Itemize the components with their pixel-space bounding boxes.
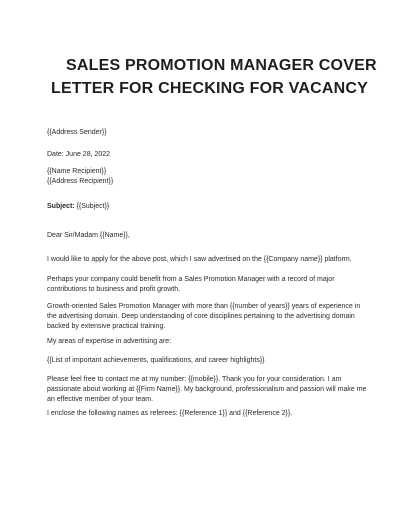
subject-label: Subject: — [47, 203, 75, 210]
paragraph-7: I enclose the following names as referees: {{Reference 1}} and {{Reference 2}}. — [47, 410, 293, 417]
sender-address: {{Address Sender}} — [47, 129, 107, 136]
subject-line — [47, 202, 357, 212]
paragraph-4: My areas of expertise in advertising are: — [47, 338, 172, 345]
paragraph-6: Please feel free to contact me at my number: {{mobile}}. Thank you for your consideration. I am passionate about working at {{Firm Name}}. My background, professionalism and passion will make me an effective member of your team. — [47, 376, 367, 403]
paragraph-2: Perhaps your company could benefit from a Sales Promotion Manager with a record of major contributions to business and profit growth. — [47, 276, 335, 293]
paragraph-3: Growth-oriented Sales Promotion Manager with more than {{number of years}} years of experience in the advertising domain. Deep understanding of core disciplines pertaining to the advertising domain backed by extensive practical training. — [47, 303, 361, 330]
recipient-address: {{Address Recipient}} — [47, 178, 114, 185]
title-line-1: SALES PROMOTION MANAGER COVER — [66, 57, 377, 74]
subject-value: {{Subject}} — [74, 203, 110, 210]
paragraph-1: I would like to apply for the above post, which I saw advertised on the {{Company name}} platform. — [47, 256, 352, 263]
title-line-2: LETTER FOR CHECKING FOR VACANCY — [51, 80, 369, 97]
letter-date: Date: June 28, 2022 — [47, 151, 111, 158]
letter-title — [51, 54, 377, 100]
paragraph-5: {{List of important achievements, qualifications, and career highlights}} — [47, 357, 265, 364]
recipient-block — [47, 167, 357, 187]
recipient-name: {{Name Recipient}} — [47, 168, 107, 175]
salutation: Dear Sir/Madam {{Name}}, — [47, 232, 130, 239]
